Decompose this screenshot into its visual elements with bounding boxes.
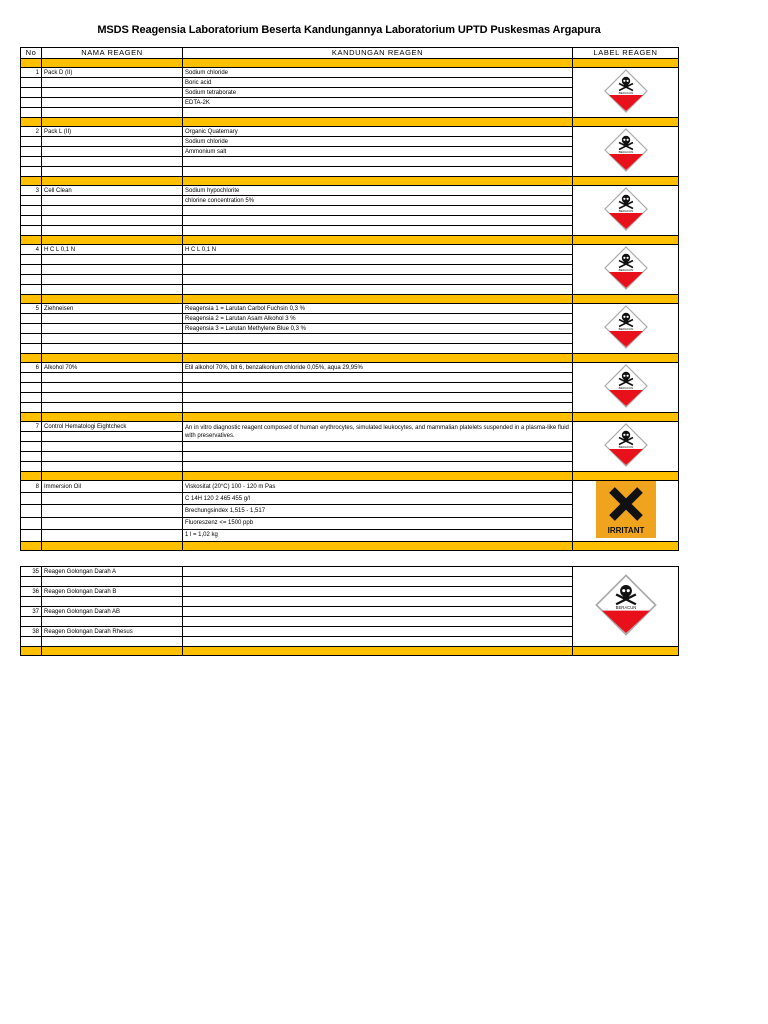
separator-cell bbox=[183, 236, 573, 245]
reagent-content: C 14H 120 2 465 455 g/l bbox=[183, 493, 573, 505]
empty-cell bbox=[42, 517, 183, 529]
separator-cell bbox=[42, 354, 183, 363]
empty-cell bbox=[42, 529, 183, 541]
separator-cell bbox=[183, 177, 573, 186]
separator-cell bbox=[42, 236, 183, 245]
empty-cell bbox=[183, 255, 573, 265]
empty-cell bbox=[42, 216, 183, 226]
empty-cell bbox=[42, 147, 183, 157]
poison-pictogram-icon bbox=[604, 128, 648, 172]
empty-cell bbox=[42, 157, 183, 167]
svg-text:BERACUN: BERACUN bbox=[615, 605, 636, 611]
empty-cell bbox=[183, 577, 573, 587]
separator-cell bbox=[21, 472, 42, 481]
table-row bbox=[21, 481, 679, 493]
empty-cell bbox=[183, 216, 573, 226]
empty-cell bbox=[21, 597, 42, 607]
empty-cell bbox=[183, 265, 573, 275]
empty-cell bbox=[42, 137, 183, 147]
separator-cell bbox=[573, 413, 679, 422]
poison-label-cell bbox=[573, 68, 679, 118]
empty-cell bbox=[21, 462, 42, 472]
blood-reagent-table bbox=[20, 566, 679, 656]
empty-cell bbox=[42, 393, 183, 403]
reagent-content: Ammonium salt bbox=[183, 147, 573, 157]
separator-cell bbox=[573, 354, 679, 363]
separator-cell bbox=[183, 647, 573, 656]
svg-text:IRRITANT: IRRITANT bbox=[607, 526, 644, 535]
reagent-content: 1 l = 1,02 kg bbox=[183, 529, 573, 541]
empty-cell bbox=[183, 393, 573, 403]
poison-label-cell bbox=[573, 567, 679, 647]
empty-cell bbox=[21, 137, 42, 147]
reagent-number: 6 bbox=[21, 363, 42, 373]
poison-pictogram-icon bbox=[604, 246, 648, 290]
empty-cell bbox=[21, 108, 42, 118]
empty-cell bbox=[21, 334, 42, 344]
header-row bbox=[21, 48, 679, 59]
reagent-content: Sodium tetraborate bbox=[183, 88, 573, 98]
empty-cell bbox=[183, 373, 573, 383]
empty-cell bbox=[42, 78, 183, 88]
empty-cell bbox=[183, 597, 573, 607]
separator-row bbox=[21, 59, 679, 68]
table-row bbox=[21, 363, 679, 373]
empty-cell bbox=[42, 196, 183, 206]
separator-row bbox=[21, 236, 679, 245]
reagent-name: H C L 0,1 N bbox=[42, 245, 183, 255]
svg-text:BERACUN: BERACUN bbox=[618, 268, 633, 272]
reagent-number: 8 bbox=[21, 481, 42, 493]
header-label: LABEL REAGEN bbox=[573, 48, 679, 59]
empty-cell bbox=[183, 403, 573, 413]
empty-cell bbox=[183, 285, 573, 295]
separator-cell bbox=[573, 472, 679, 481]
empty-cell bbox=[183, 383, 573, 393]
poison-label-cell bbox=[573, 127, 679, 177]
reagent-name: Immersion Oil bbox=[42, 481, 183, 493]
empty-cell bbox=[183, 334, 573, 344]
poison-pictogram-icon bbox=[604, 305, 648, 349]
blood-reagent-number: 38 bbox=[21, 627, 42, 637]
empty-cell bbox=[21, 403, 42, 413]
separator-row bbox=[21, 413, 679, 422]
separator-cell bbox=[573, 295, 679, 304]
empty-cell bbox=[21, 167, 42, 177]
empty-cell bbox=[21, 442, 42, 452]
reagent-number: 1 bbox=[21, 68, 42, 78]
poison-label-cell bbox=[573, 186, 679, 236]
svg-text:BERACUN: BERACUN bbox=[618, 150, 633, 154]
separator-cell bbox=[42, 59, 183, 68]
empty-cell bbox=[183, 567, 573, 577]
reagent-number: 2 bbox=[21, 127, 42, 137]
empty-cell bbox=[21, 432, 42, 442]
reagent-content: Sodium hypochlorite bbox=[183, 186, 573, 196]
empty-cell bbox=[183, 167, 573, 177]
empty-cell bbox=[42, 334, 183, 344]
empty-cell bbox=[183, 226, 573, 236]
reagent-content: chlorine concentration 5% bbox=[183, 196, 573, 206]
separator-row bbox=[21, 118, 679, 127]
empty-cell bbox=[42, 617, 183, 627]
empty-cell bbox=[42, 403, 183, 413]
empty-cell bbox=[183, 637, 573, 647]
reagent-content: Fluoreszenz <= 1500 ppb bbox=[183, 517, 573, 529]
separator-cell bbox=[183, 472, 573, 481]
empty-cell bbox=[183, 607, 573, 617]
separator-cell bbox=[573, 177, 679, 186]
poison-label-cell bbox=[573, 245, 679, 295]
poison-label-cell bbox=[573, 304, 679, 354]
reagent-name: Ziehneisen bbox=[42, 304, 183, 314]
separator-cell bbox=[183, 354, 573, 363]
reagent-content: H C L 0,1 N bbox=[183, 245, 573, 255]
poison-label-cell bbox=[573, 363, 679, 413]
separator-cell bbox=[573, 59, 679, 68]
empty-cell bbox=[21, 147, 42, 157]
separator-cell bbox=[21, 236, 42, 245]
empty-cell bbox=[42, 98, 183, 108]
reagent-content: EDTA-2K bbox=[183, 98, 573, 108]
msds-table bbox=[20, 47, 679, 551]
empty-cell bbox=[21, 344, 42, 354]
separator-row bbox=[21, 177, 679, 186]
separator-cell bbox=[21, 542, 42, 551]
svg-text:BERACUN: BERACUN bbox=[618, 445, 633, 449]
empty-cell bbox=[21, 314, 42, 324]
empty-cell bbox=[183, 344, 573, 354]
separator-cell bbox=[42, 118, 183, 127]
header-content: KANDUNGAN REAGEN bbox=[183, 48, 573, 59]
empty-cell bbox=[42, 206, 183, 216]
empty-cell bbox=[183, 617, 573, 627]
empty-cell bbox=[42, 442, 183, 452]
empty-cell bbox=[42, 285, 183, 295]
separator-cell bbox=[183, 413, 573, 422]
separator-cell bbox=[21, 354, 42, 363]
blood-reagent-name: Reagen Golongan Darah B bbox=[42, 587, 183, 597]
empty-cell bbox=[183, 587, 573, 597]
empty-cell bbox=[21, 529, 42, 541]
reagent-name: Control Hematologi Eightcheck bbox=[42, 422, 183, 432]
reagent-content: Sodium chloride bbox=[183, 137, 573, 147]
reagent-number: 3 bbox=[21, 186, 42, 196]
table-row bbox=[21, 127, 679, 137]
poison-pictogram-icon bbox=[604, 69, 648, 113]
empty-cell bbox=[42, 275, 183, 285]
reagent-name: Pack D (II) bbox=[42, 68, 183, 78]
reagent-number: 7 bbox=[21, 422, 42, 432]
empty-cell bbox=[42, 452, 183, 462]
separator-cell bbox=[21, 295, 42, 304]
empty-cell bbox=[42, 265, 183, 275]
empty-cell bbox=[42, 226, 183, 236]
blood-reagent-name: Reagen Golongan Darah A bbox=[42, 567, 183, 577]
empty-cell bbox=[183, 157, 573, 167]
empty-cell bbox=[21, 637, 42, 647]
separator-cell bbox=[573, 542, 679, 551]
empty-cell bbox=[42, 493, 183, 505]
table-row bbox=[21, 68, 679, 78]
svg-text:BERACUN: BERACUN bbox=[618, 91, 633, 95]
empty-cell bbox=[183, 206, 573, 216]
poison-pictogram-icon bbox=[604, 423, 648, 467]
empty-cell bbox=[42, 637, 183, 647]
reagent-content: Reagensia 1 = Larutan Carbol Fuchsin 0,3 % bbox=[183, 304, 573, 314]
empty-cell bbox=[183, 108, 573, 118]
svg-text:BERACUN: BERACUN bbox=[618, 327, 633, 331]
empty-cell bbox=[42, 462, 183, 472]
empty-cell bbox=[42, 88, 183, 98]
empty-cell bbox=[183, 462, 573, 472]
empty-cell bbox=[21, 275, 42, 285]
reagent-content: Brechungsindex 1,515 - 1,517 bbox=[183, 505, 573, 517]
separator-cell bbox=[183, 59, 573, 68]
blood-reagent-number: 35 bbox=[21, 567, 42, 577]
empty-cell bbox=[21, 493, 42, 505]
separator-cell bbox=[42, 413, 183, 422]
separator-cell bbox=[573, 236, 679, 245]
empty-cell bbox=[21, 78, 42, 88]
reagent-content: Sodium chloride bbox=[183, 68, 573, 78]
empty-cell bbox=[42, 577, 183, 587]
poison-pictogram-icon bbox=[595, 574, 657, 636]
empty-cell bbox=[183, 275, 573, 285]
reagent-content: Organic Quaternary bbox=[183, 127, 573, 137]
separator-cell bbox=[573, 647, 679, 656]
separator-row bbox=[21, 472, 679, 481]
empty-cell bbox=[21, 517, 42, 529]
reagent-content: Etil alkohol 70%, bit 6, benzalkonium chloride 0,05%, aqua 29,95% bbox=[183, 363, 573, 373]
separator-cell bbox=[42, 647, 183, 656]
reagent-content: An in vitro diagnostic reagent composed of human erythrocytes, simulated leukocytes, and mammalian platelets suspended in a plasma-like fluid with preservatives. bbox=[183, 422, 573, 442]
table-row bbox=[21, 422, 679, 432]
empty-cell bbox=[42, 255, 183, 265]
reagent-number: 5 bbox=[21, 304, 42, 314]
empty-cell bbox=[42, 167, 183, 177]
empty-cell bbox=[183, 627, 573, 637]
poison-pictogram-icon bbox=[604, 364, 648, 408]
reagent-name: Pack L (II) bbox=[42, 127, 183, 137]
empty-cell bbox=[21, 255, 42, 265]
empty-cell bbox=[42, 344, 183, 354]
separator-cell bbox=[42, 472, 183, 481]
separator-cell bbox=[183, 295, 573, 304]
table-row bbox=[21, 567, 679, 577]
empty-cell bbox=[21, 383, 42, 393]
empty-cell bbox=[183, 442, 573, 452]
empty-cell bbox=[21, 285, 42, 295]
separator-row bbox=[21, 542, 679, 551]
reagent-content: Boric acid bbox=[183, 78, 573, 88]
reagent-name: Cell Clean bbox=[42, 186, 183, 196]
svg-text:BERACUN: BERACUN bbox=[618, 209, 633, 213]
separator-cell bbox=[183, 542, 573, 551]
separator-cell bbox=[21, 177, 42, 186]
svg-text:BERACUN: BERACUN bbox=[618, 386, 633, 390]
separator-cell bbox=[21, 59, 42, 68]
empty-cell bbox=[42, 324, 183, 334]
poison-label-cell bbox=[573, 422, 679, 472]
empty-cell bbox=[21, 324, 42, 334]
separator-cell bbox=[573, 118, 679, 127]
reagent-number: 4 bbox=[21, 245, 42, 255]
empty-cell bbox=[21, 98, 42, 108]
reagent-content: Reagensia 3 = Larutan Methylene Blue 0,3 % bbox=[183, 324, 573, 334]
empty-cell bbox=[42, 505, 183, 517]
separator-cell bbox=[21, 413, 42, 422]
empty-cell bbox=[21, 196, 42, 206]
empty-cell bbox=[21, 505, 42, 517]
empty-cell bbox=[21, 265, 42, 275]
separator-cell bbox=[21, 118, 42, 127]
table-row bbox=[21, 304, 679, 314]
blood-reagent-number: 36 bbox=[21, 587, 42, 597]
page-title: MSDS Reagensia Laboratorium Beserta Kandungannya Laboratorium UPTD Puskesmas Argapura bbox=[97, 24, 601, 36]
blood-reagent-name: Reagen Golongan Darah AB bbox=[42, 607, 183, 617]
blood-reagent-name: Reagen Golongan Darah Rhesus bbox=[42, 627, 183, 637]
empty-cell bbox=[42, 383, 183, 393]
irritant-label-cell bbox=[573, 481, 679, 542]
poison-pictogram-icon bbox=[604, 187, 648, 231]
empty-cell bbox=[21, 373, 42, 383]
separator-row bbox=[21, 354, 679, 363]
table-row bbox=[21, 245, 679, 255]
empty-cell bbox=[42, 597, 183, 607]
reagent-content: Viskositat (20°C) 100 - 120 m Pas bbox=[183, 481, 573, 493]
irritant-pictogram-icon bbox=[596, 481, 656, 538]
separator-row bbox=[21, 647, 679, 656]
empty-cell bbox=[21, 226, 42, 236]
separator-cell bbox=[42, 295, 183, 304]
empty-cell bbox=[21, 452, 42, 462]
empty-cell bbox=[42, 432, 183, 442]
reagent-name: Alkohol 70% bbox=[42, 363, 183, 373]
separator-cell bbox=[183, 118, 573, 127]
blood-reagent-number: 37 bbox=[21, 607, 42, 617]
header-no: No bbox=[21, 48, 42, 59]
separator-cell bbox=[21, 647, 42, 656]
empty-cell bbox=[42, 108, 183, 118]
empty-cell bbox=[21, 157, 42, 167]
separator-cell bbox=[42, 177, 183, 186]
empty-cell bbox=[42, 373, 183, 383]
empty-cell bbox=[21, 393, 42, 403]
reagent-content: Reagensia 2 = Larutan Asam Alkohol 3 % bbox=[183, 314, 573, 324]
empty-cell bbox=[21, 216, 42, 226]
empty-cell bbox=[21, 206, 42, 216]
empty-cell bbox=[21, 617, 42, 627]
empty-cell bbox=[183, 452, 573, 462]
empty-cell bbox=[42, 314, 183, 324]
header-name: NAMA REAGEN bbox=[42, 48, 183, 59]
empty-cell bbox=[21, 88, 42, 98]
separator-row bbox=[21, 295, 679, 304]
empty-cell bbox=[21, 577, 42, 587]
table-row bbox=[21, 186, 679, 196]
separator-cell bbox=[42, 542, 183, 551]
